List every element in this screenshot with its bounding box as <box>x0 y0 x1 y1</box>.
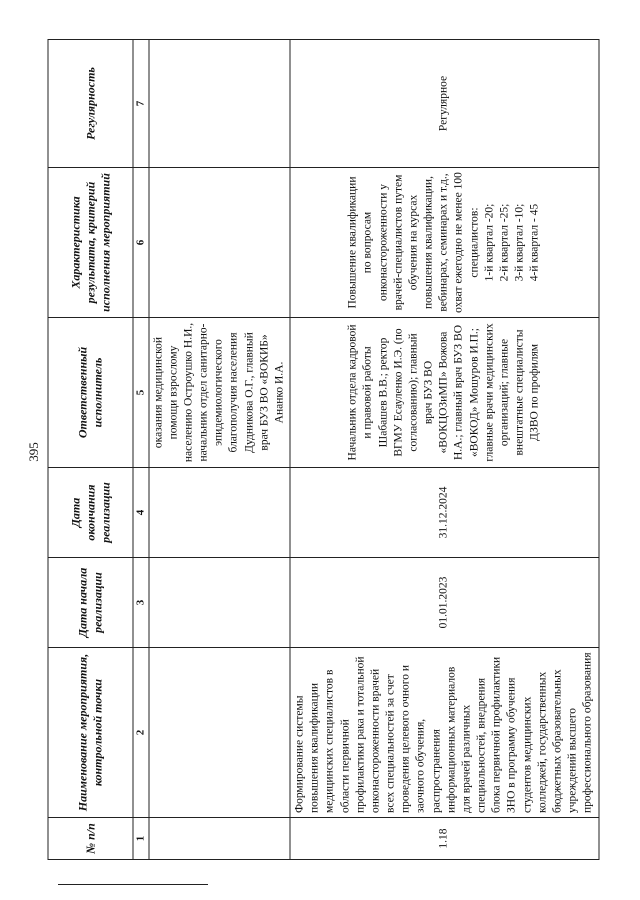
empty-cell <box>149 40 291 168</box>
column-number: 1 <box>133 818 149 860</box>
empty-cell <box>149 818 291 860</box>
footer-rule <box>58 884 208 885</box>
header-regularity: Регулярность <box>48 40 133 168</box>
header-start: Дата начала реализации <box>48 558 133 648</box>
column-number: 3 <box>133 558 149 648</box>
end-date: 31.12.2024 <box>290 468 598 558</box>
measures-table <box>48 39 600 860</box>
header-name: Наименование мероприятия, контрольной точки <box>48 648 133 818</box>
table-row <box>290 40 598 860</box>
measure-name: Формирование системы повышения квалификации медицинских специалистов в области первичной профилактики рака и тотальной онконастороженности врачей всех специальностей за счет проведения целевого очного и заочного обучения, распространения информационных материалов для врачей различных специальностей, внедрения блока первичной профилактики ЗНО в программу обучения студентов медицинских колледжей, государственных бюджетных образовательных учреждений высшего профессионального образования <box>290 648 598 818</box>
header-end: Дата окончания реализации <box>48 468 133 558</box>
column-number: 7 <box>133 40 149 168</box>
page-number: 395 <box>26 442 41 462</box>
continuation-row <box>149 40 291 860</box>
header-executor: Ответственный исполнитель <box>48 318 133 468</box>
row-number: 1.18 <box>290 818 598 860</box>
column-number-row <box>133 40 149 860</box>
result-criteria: Повышение квалификации по вопросам онконастороженности у врачей-специалистов путем обучения на курсах повышения квалификации, вебинарах, семинарах и т.д., охват ежегодно не менее 100 специалистов: 1-й квартал -20; 2-й квартал -25; 3-й квартал -10; 4-й квартал - 45 <box>290 168 598 318</box>
header-row <box>48 40 133 860</box>
column-number: 4 <box>133 468 149 558</box>
empty-cell <box>149 558 291 648</box>
column-number: 2 <box>133 648 149 818</box>
executor: Начальник отдела кадровой и правовой работы Шабашев В.В.; ректор ВГМУ Есауленко И.Э. (по согласованию); главный врач БУЗ ВО «ВОКЦОЗиМП» Вожова Н.А.; главный врач БУЗ ВО «ВОКОД» Мошуров И.П.; главные врачи медицинских организаций; главные внештатные специалисты ДЗВО по профилям <box>290 318 598 468</box>
header-num: № п/п <box>48 818 133 860</box>
empty-cell <box>149 168 291 318</box>
regularity: Регулярное <box>290 40 598 168</box>
column-number: 6 <box>133 168 149 318</box>
header-result: Характеристика результата, критерий исполнения мероприятий <box>48 168 133 318</box>
empty-cell <box>149 468 291 558</box>
start-date: 01.01.2023 <box>290 558 598 648</box>
column-number: 5 <box>133 318 149 468</box>
rotated-table-container <box>48 40 593 860</box>
empty-cell <box>149 648 291 818</box>
continuation-executor: оказания медицинской помощи взрослому населению Остроушко Н.И., начальник отдел санитарно-эпидемиологического благополучия населения Дудникова О.Г., главный врач БУЗ ВО «ВОКИБ» Ананко И.А. <box>149 318 291 468</box>
